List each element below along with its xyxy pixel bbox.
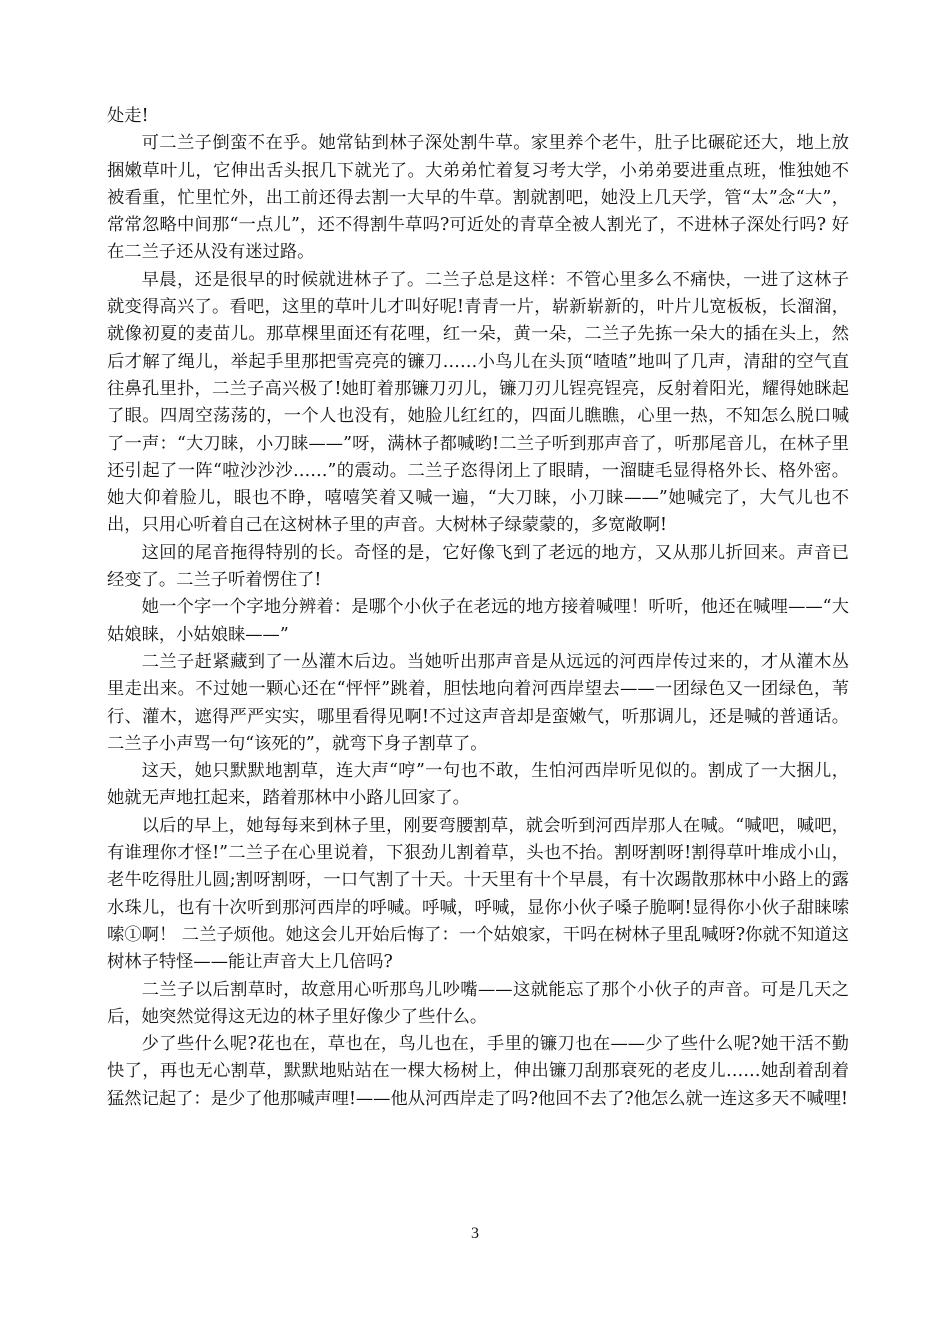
paragraph: 二兰子赶紧藏到了一丛灌木后边。当她听出那声音是从远远的河西岸传过来的，才从灌木丛里走出来。不过她一颗心还在“怦怦”跳着，胆怯地向着河西岸望去——一团绿色又一团绿色，苇行、灌木，遮得严严实实，哪里看得见啊!不过这声音却是蛮嫩气，听那调儿，还是喊的普通话。二兰子小声骂一句“该死的”，就弯下身子割草了。 <box>107 651 849 754</box>
paragraph: 可二兰子倒蛮不在乎。她常钻到林子深处割牛草。家里养个老牛，肚子比碾砣还大，地上放捆嫩草叶儿，它伸出舌头抿几下就光了。大弟弟忙着复习考大学，小弟弟要进重点班，惟独她不被看重，忙里忙外，出工前还得去割一大早的牛草。割就割吧，她没上几天学，管“太”念“大”，常常忽略中间那“一点儿”，还不得割牛草吗?可近处的青草全被人割光了，不进林子深处行吗? 好在二兰子还从没有迷过路。 <box>107 133 849 263</box>
paragraph: 这天，她只默默地割草，连大声“哼”一句也不敢，生怕河西岸听见似的。割成了一大捆儿，她就无声地扛起来，踏着那林中小路儿回家了。 <box>107 761 849 809</box>
paragraph: 以后的早上，她每每来到林子里，刚要弯腰割草，就会听到河西岸那人在喊。“喊吧，喊吧，有谁理你才怪!”二兰子在心里说着，下狠劲儿割着草，头也不抬。割呀割呀!割得草叶堆成小山，老牛吃得肚儿圆;割呀割呀，一口气割了十天。十天里有十个早晨，有十次踢散那林中小路上的露水珠儿，也有十次听到那河西岸的呼喊。呼喊，呼喊，显你小伙子嗓子脆啊!显得你小伙子甜睐嗦嗦①啊！ 二兰子烦他。她这会儿开始后悔了：一个姑娘家，干吗在树林子里乱喊呀?你就不知道这树林子特怪——能让声音大上几倍吗? <box>107 815 849 973</box>
paragraph: 二兰子以后割草时，故意用心听那鸟儿吵嘴——这就能忘了那个小伙子的声音。可是几天之后，她突然觉得这无边的林子里好像少了些什么。 <box>107 979 849 1027</box>
paragraph: 这回的尾音拖得特别的长。奇怪的是，它好像飞到了老远的地方，又从那儿折回来。声音已经变了。二兰子听着愣住了! <box>107 542 849 591</box>
page-number: 3 <box>471 1225 479 1242</box>
paragraph: 早晨，还是很早的时候就进林子了。二兰子总是这样：不管心里多么不痛快，一进了这林子就变得高兴了。看吧，这里的草叶儿才叫好呢!青青一片，崭新崭新的，叶片儿宽板板，长溜溜，就像初夏的麦苗儿。那草棵里面还有花哩，红一朵，黄一朵，二兰子先拣一朵大的插在头上，然后才解了绳儿，举起手里那把雪亮亮的镰刀……小鸟儿在头顶“喳喳”地叫了几声，清甜的空气直往鼻孔里扑，二兰子高兴极了!她盯着那镰刀刃儿，镰刀刃儿锃亮锃亮，反射着阳光，耀得她眯起了眼。四周空荡荡的，一个人也没有，她脸儿红红的，四面儿瞧瞧，心里一热，不知怎么脱口喊了一声：“大刀睐，小刀睐——”呀，满林子都喊哟!二兰子听到那声音了，听那尾音儿，在林子里还引起了一阵“啦沙沙沙……”的震动。二兰子恣得闭上了眼睛，一溜睫毛显得格外长、格外密。她大仰着脸儿，眼也不睁，嘻嘻笑着又喊一遍，“大刀睐，小刀睐——”她喊完了，大气儿也不出，只用心听着自己在这树林子里的声音。大树林子绿蒙蒙的，多宽敞啊! <box>107 269 849 536</box>
paragraph: 少了些什么呢?花也在，草也在，鸟儿也在，手里的镰刀也在——少了些什么呢?她干活不勤快了，再也无心割草，默默地贴站在一棵大杨树上，伸出镰刀刮那衰死的老皮儿……她刮着刮着猛然记起了：是少了他那喊声哩!——他从河西岸走了吗?他回不去了?他怎么就一连这多天不喊哩! <box>107 1034 849 1109</box>
paragraph: 处走! <box>107 106 149 126</box>
paragraph: 她一个字一个字地分辨着：是哪个小伙子在老远的地方接着喊哩！听听，他还在喊哩——“大姑娘睐，小姑娘睐——” <box>107 597 849 645</box>
body-text <box>107 103 849 1113</box>
